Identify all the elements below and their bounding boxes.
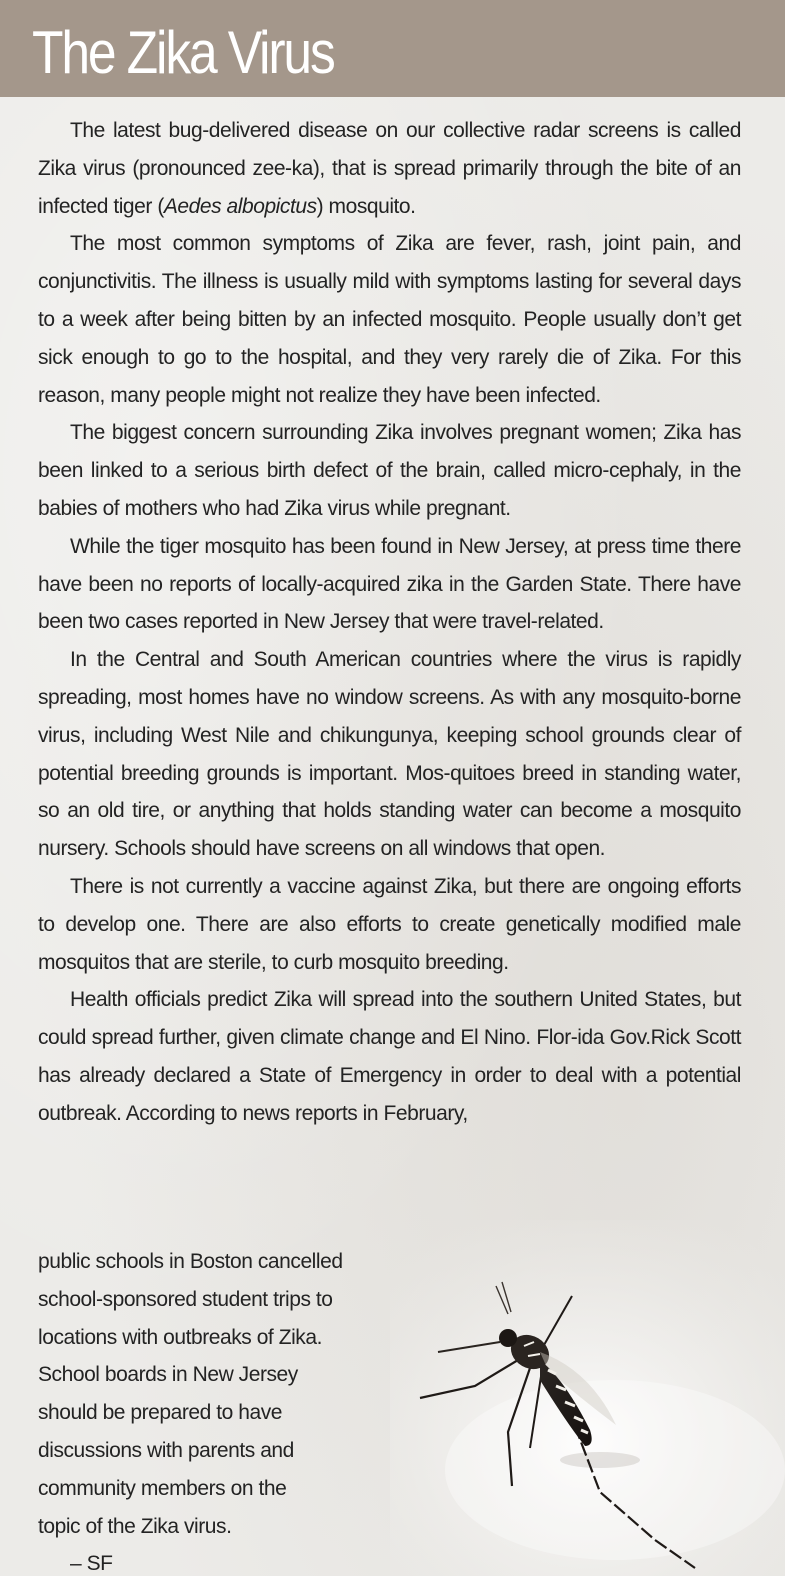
- paragraph-1-text-b: ) mosquito.: [316, 194, 416, 218]
- closing-line: school-sponsored student trips to: [38, 1287, 333, 1311]
- paragraph-6: There is not currently a vaccine against Zika, but there are ongoing efforts to develop one. There are also efforts to create genetically modified male mosquitos that are sterile, to curb mosquito breeding.: [38, 874, 741, 974]
- author-signature: – SF: [70, 1552, 113, 1576]
- closing-line: School boards in New Jersey: [38, 1363, 298, 1387]
- closing-line: community members on the: [38, 1476, 287, 1500]
- article-body: [38, 112, 741, 1133]
- article-title: The Zika Virus: [32, 19, 334, 86]
- title-banner: [0, 0, 785, 97]
- closing-line-text: topic of the Zika virus.: [38, 1514, 232, 1538]
- closing-line: discussions with parents and: [38, 1438, 294, 1462]
- closing-line-last: [38, 1508, 418, 1576]
- paragraph-3: The biggest concern surrounding Zika involves pregnant women; Zika has been linked to a serious birth defect of the brain, called micro-cephaly, in the babies of mothers who had Zika virus while pregnant.: [38, 421, 741, 520]
- species-name: Aedes albopictus: [163, 194, 317, 218]
- paragraph-2: The most common symptoms of Zika are fever, rash, joint pain, and conjunctivitis. The illness is usually mild with symptoms lasting for several days to a week after being bitten by an infected mosquito. People usually don’t get sick enough to go to the hospital, and they very rarely die of Zika. For this reason, many people might not realize they have been infected.: [38, 232, 741, 407]
- paragraph-5: In the Central and South American countries where the virus is rapidly spreading, most homes have no window screens. As with any mosquito-borne virus, including West Nile and chikungunya, keeping school grounds clear of potential breeding grounds is important. Mos-quitoes breed in standing water, so an old tire, or anything that holds standing water can become a mosquito nursery. Schools should have screens on all windows that open.: [38, 648, 741, 861]
- paragraph-4: While the tiger mosquito has been found in New Jersey, at press time there have been no reports of locally-acquired zika in the Garden State. There have been two cases reported in New Jersey that were travel-related.: [38, 534, 741, 634]
- closing-line: should be prepared to have: [38, 1401, 282, 1425]
- closing-line: public schools in Boston cancelled: [38, 1250, 343, 1273]
- paragraph-1-text-a: The latest bug-delivered disease on our collective radar screens is called Zika virus (pronounced zee-ka), that is spread primarily through the bite of an infected tiger (: [38, 119, 741, 218]
- closing-lines: [38, 1243, 418, 1576]
- closing-line: locations with outbreaks of Zika.: [38, 1325, 322, 1349]
- paragraph-7: Health officials predict Zika will spread into the southern United States, but could spread further, given climate change and El Nino. Flor-ida Gov.Rick Scott has already declared a State of Emergency in order to deal with a potential outbreak. According to news reports in February,: [38, 988, 741, 1125]
- paragraph-1: [38, 112, 741, 225]
- mosquito-photo: [390, 1220, 785, 1576]
